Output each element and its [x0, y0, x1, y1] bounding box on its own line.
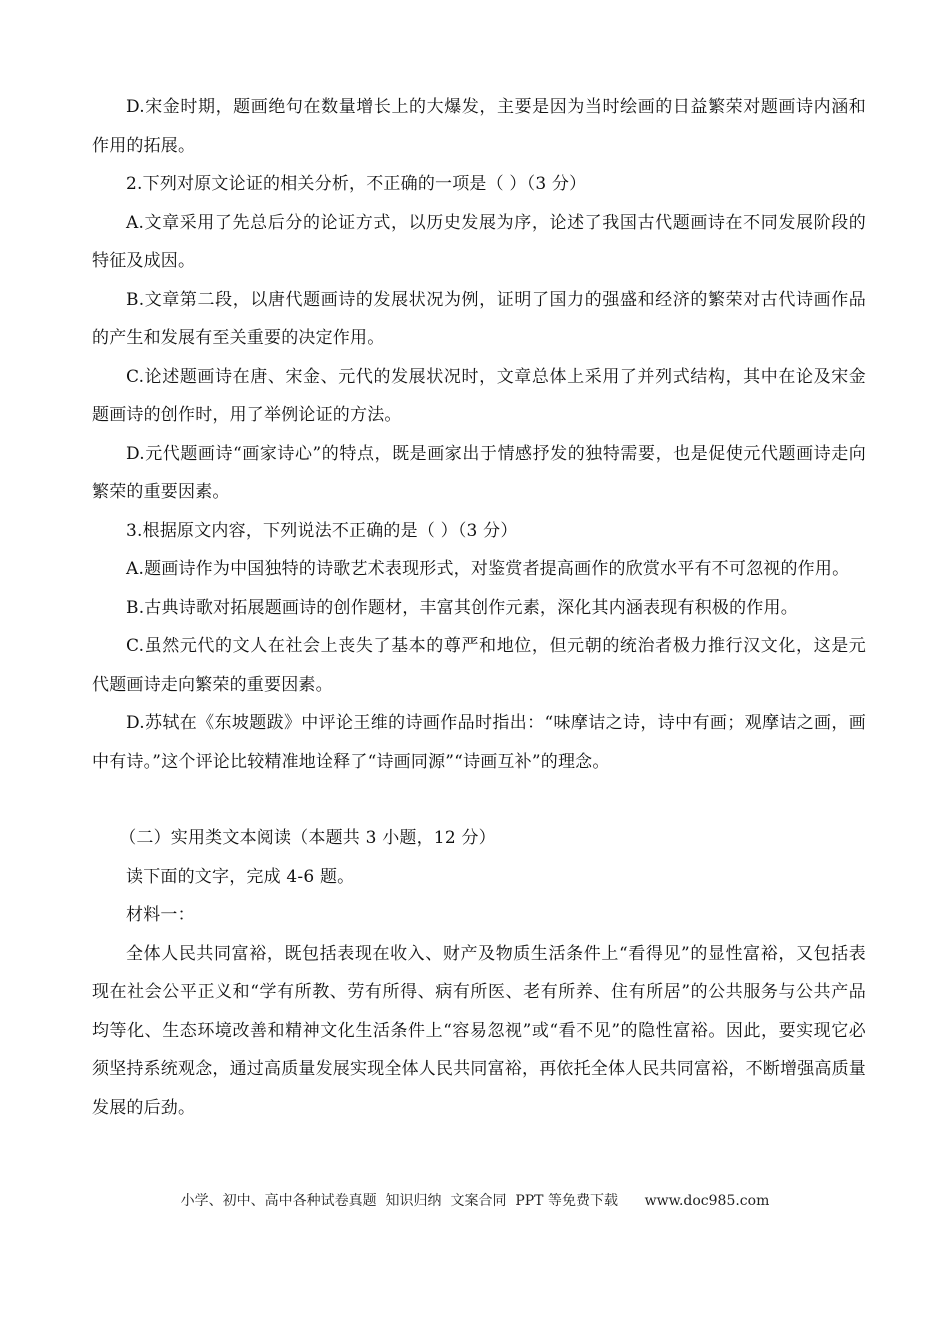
q2-option-a: A.文章采用了先总后分的论证方式，以历史发展为序，论述了我国古代题画诗在不同发展阶段的特征及成因。	[92, 212, 866, 271]
q3-option-a: A.题画诗作为中国独特的诗歌艺术表现形式，对鉴赏者提高画作的欣赏水平有不可忽视的作用。	[126, 559, 850, 579]
q3-option-d: D.苏轼在《东坡题跋》中评论王维的诗画作品时指出：“味摩诘之诗，诗中有画；观摩诘之画，画中有诗。”这个评论比较精准地诠释了“诗画同源”“诗画互补”的理念。	[92, 713, 866, 772]
q1-option-d: D.宋金时期，题画绝句在数量增长上的大爆发，主要是因为当时绘画的日益繁荣对题画诗内涵和作用的拓展。	[92, 97, 866, 156]
section-spacer	[92, 781, 866, 819]
section-heading: （二）实用类文本阅读（本题共 3 小题，12 分）	[119, 828, 496, 848]
q3-option-c: C.虽然元代的文人在社会上丧失了基本的尊严和地位，但元朝的统治者极力推行汉文化，这是元代题画诗走向繁荣的重要因素。	[92, 636, 866, 695]
q2-option-b: B.文章第二段，以唐代题画诗的发展状况为例，证明了国力的强盛和经济的繁荣对古代诗画作品的产生和发展有至关重要的决定作用。	[92, 289, 866, 348]
page-footer: 小学、初中、高中各种试卷真题 知识归纳 文案合同 PPT 等免费下载 www.doc985.com	[180, 1193, 770, 1209]
q2-option-d: D.元代题画诗“画家诗心”的特点，既是画家出于情感抒发的独特需要，也是促使元代题画诗走向繁荣的重要因素。	[92, 443, 866, 502]
q3-stem: 3.根据原文内容，下列说法不正确的是（ ）（3 分）	[126, 520, 518, 541]
material-label: 材料一：	[126, 905, 195, 925]
reading-instruction: 读下面的文字，完成 4-6 题。	[126, 866, 355, 887]
q2-option-c: C.论述题画诗在唐、宋金、元代的发展状况时，文章总体上采用了并列式结构，其中在论及宋金题画诗的创作时，用了举例论证的方法。	[92, 366, 866, 425]
q2-stem: 2.下列对原文论证的相关分析，不正确的一项是（ ）（3 分）	[126, 174, 587, 194]
document-body	[92, 88, 866, 1127]
q3-option-b: B.古典诗歌对拓展题画诗的创作题材，丰富其创作元素，深化其内涵表现有积极的作用。	[126, 597, 798, 618]
material-text: 全体人民共同富裕，既包括表现在收入、财产及物质生活条件上“看得见”的显性富裕，又包括表现在社会公平正义和“学有所教、劳有所得、病有所医、老有所养、住有所居”的公共服务与公共产品均等化、生态环境改善和精神文化生活条件上“容易忽视”或“看不见”的隐性富裕。因此，要实现它必须坚持系统观念，通过高质量发展实现全体人民共同富裕，再依托全体人民共同富裕，不断增强高质量发展的后劲。	[92, 943, 866, 1118]
